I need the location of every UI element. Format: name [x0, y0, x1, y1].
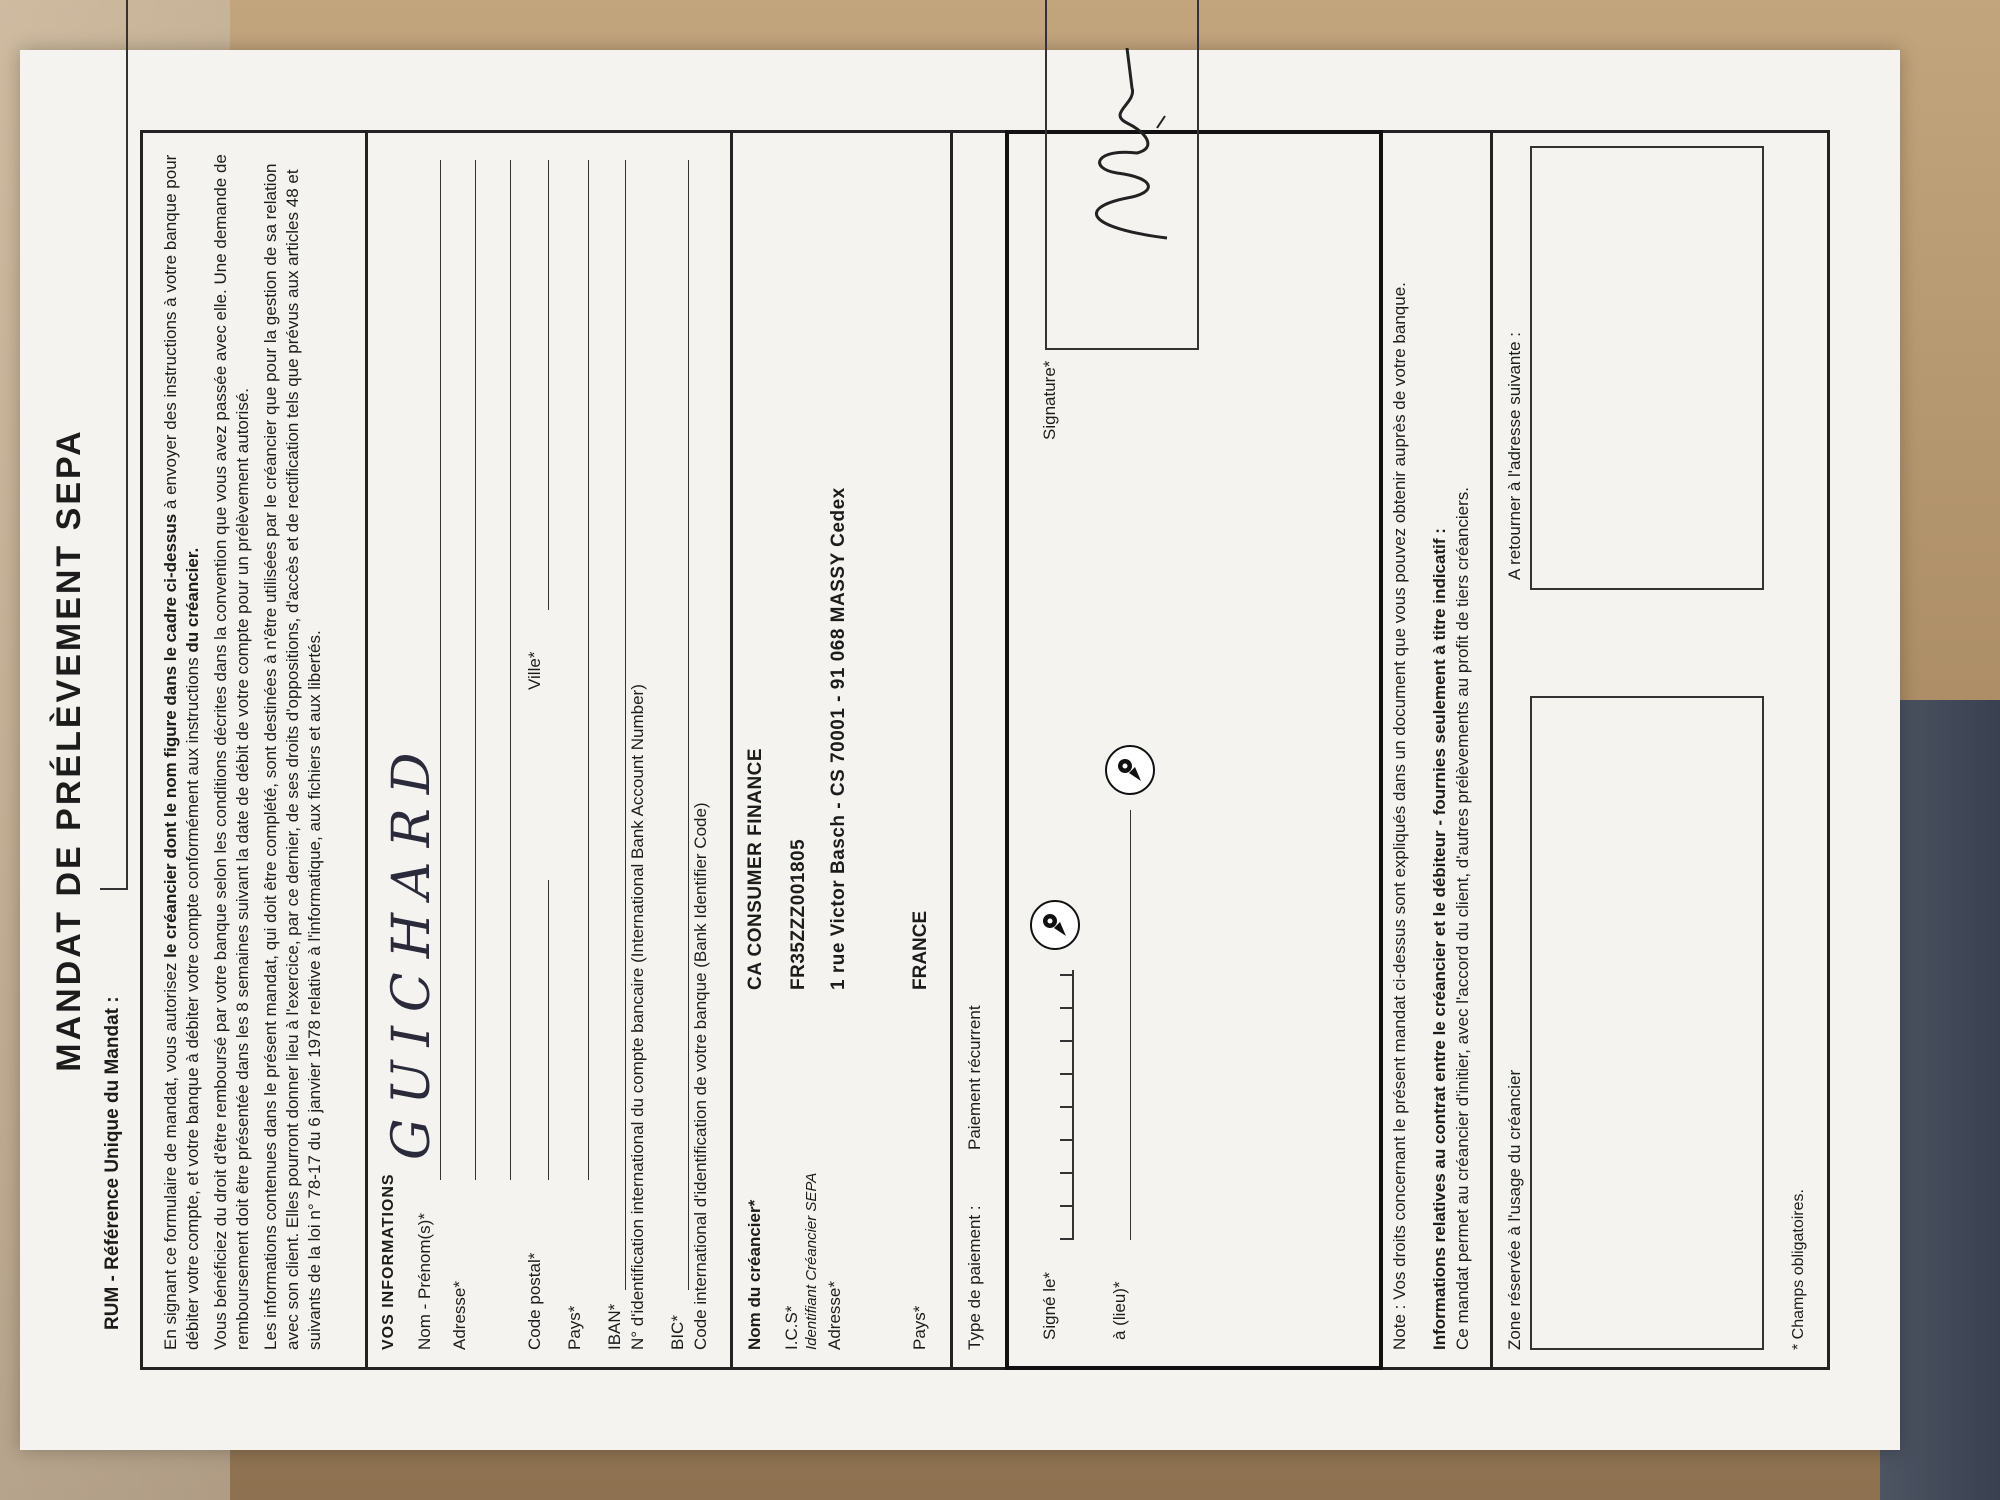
ville-field[interactable] — [548, 160, 549, 610]
intro-text: En signant ce formulaire de mandat, vous autorisez le créancier dont le nom figure dans le cadre ci-dessus à envoyer des instructions à votre banque pour débiter votre compte, et votre banque à débiter votre compte conformément aux instructions du créancier. Vous bénéficiez du droit d'être remboursé par votre banque selon les conditions décrites dans la convention que vous avez passée avec elle. Une demande de remboursement doit être présentée dans les 8 semaines suivant la date de débit de votre compte pour un prélèvement autorisé. Les informations contenues dans le présent mandat, qui doit être complété, sont destinées à n'être utilisées par le créancier que pour la gestion de sa relation avec son client. Elles pourront donner lieu à l'exercice, par ce dernier, de ses droits d'oppositions, d'accès et de rectification tels que prévus aux articles 48 et suivants de la loi n° 78-17 du 6 janvier 1978 relative à l'informatique, aux fichiers et aux libertés. — [161, 154, 324, 1350]
bic-description: Code international d'identification de votre banque (Bank Identifier Code) — [691, 802, 710, 1350]
footnote: * Champs obligatoires. — [1790, 1189, 1807, 1350]
ics-value: FR35ZZZ001805 — [788, 838, 809, 990]
divider — [365, 130, 368, 1370]
divider — [950, 130, 953, 1370]
adresse-field-1[interactable] — [475, 160, 476, 1180]
retour-adresse-box — [1530, 146, 1764, 590]
lieu-field[interactable] — [1130, 810, 1131, 1240]
code-postal-label: Code postal* — [525, 1252, 544, 1350]
retour-label: A retourner à l'adresse suivante : — [1505, 332, 1524, 580]
adresse-label: Adresse* — [450, 1281, 469, 1350]
signe-le-label: Signé le* — [1040, 1271, 1059, 1340]
nom-label: Nom - Prénom(s)* — [415, 1213, 434, 1350]
bic-field[interactable] — [688, 160, 689, 1290]
code-postal-field[interactable] — [548, 880, 549, 1180]
creancier-adresse-label: Adresse* — [825, 1281, 844, 1350]
lieu-label: à (lieu)* — [1110, 1281, 1129, 1340]
sepa-mandate-form — [20, 50, 1900, 1450]
iban-label: IBAN* — [605, 1303, 624, 1350]
ville-label: Ville* — [525, 651, 544, 690]
ics-description: Identifiant Créancier SEPA — [803, 1172, 820, 1350]
date-input-boxes[interactable] — [1050, 970, 1074, 1240]
nom-value: GUICHARD — [382, 738, 442, 1160]
form-title: MANDAT DE PRÉLÈVEMENT SEPA — [50, 428, 88, 1072]
bic-label: BIC* — [668, 1315, 687, 1350]
rum-input-boxes[interactable] — [100, 0, 128, 890]
zone-creancier-label: Zone réservée à l'usage du créancier — [1505, 1069, 1524, 1350]
iban-description: N° d'identification international du compte bancaire (International Bank Account Number) — [628, 684, 647, 1350]
type-paiement-value: Paiement récurrent — [965, 1005, 984, 1150]
info-contrat-title: Informations relatives au contrat entre le créancier et le débiteur - fournies seulement à titre indicatif : — [1430, 528, 1449, 1350]
zone-creancier-box — [1530, 696, 1764, 1350]
rum-label: RUM - Référence Unique du Mandat : — [102, 996, 123, 1330]
section-vos-informations: VOS INFORMATIONS — [380, 1173, 397, 1350]
handwritten-signature — [1047, 0, 1197, 348]
pays-label: Pays* — [565, 1305, 584, 1350]
rights-note: Note : Vos droits concernant le présent mandat ci-dessus sont expliqués dans un document que vous pouvez obtenir auprès de votre banque. — [1390, 282, 1409, 1350]
creancier-pays-value: FRANCE — [910, 910, 931, 990]
ics-label: I.C.S* — [782, 1305, 801, 1350]
info-contrat-text: Ce mandat permet au créancier d'initier, avec l'accord du client, d'autres prélèvements au profit de tiers créanciers. — [1453, 487, 1472, 1350]
pen-signature-icon — [1030, 900, 1080, 950]
iban-field[interactable] — [625, 160, 626, 1290]
creancier-nom-label: Nom du créancier* — [745, 1199, 764, 1350]
pays-field[interactable] — [588, 160, 589, 1180]
signature-label: Signature* — [1040, 360, 1059, 440]
nom-field[interactable] — [440, 160, 441, 1180]
signature-area[interactable] — [1045, 0, 1199, 350]
divider — [730, 130, 733, 1370]
creancier-adresse-value: 1 rue Victor Basch - CS 70001 - 91 068 MASSY Cedex — [828, 487, 849, 990]
creancier-nom-value: CA CONSUMER FINANCE — [745, 747, 766, 990]
pen-signature-icon — [1105, 745, 1155, 795]
divider — [1490, 130, 1493, 1370]
creancier-pays-label: Pays* — [910, 1305, 929, 1350]
type-paiement-label: Type de paiement : — [965, 1205, 984, 1350]
adresse-field-2[interactable] — [510, 160, 511, 1180]
